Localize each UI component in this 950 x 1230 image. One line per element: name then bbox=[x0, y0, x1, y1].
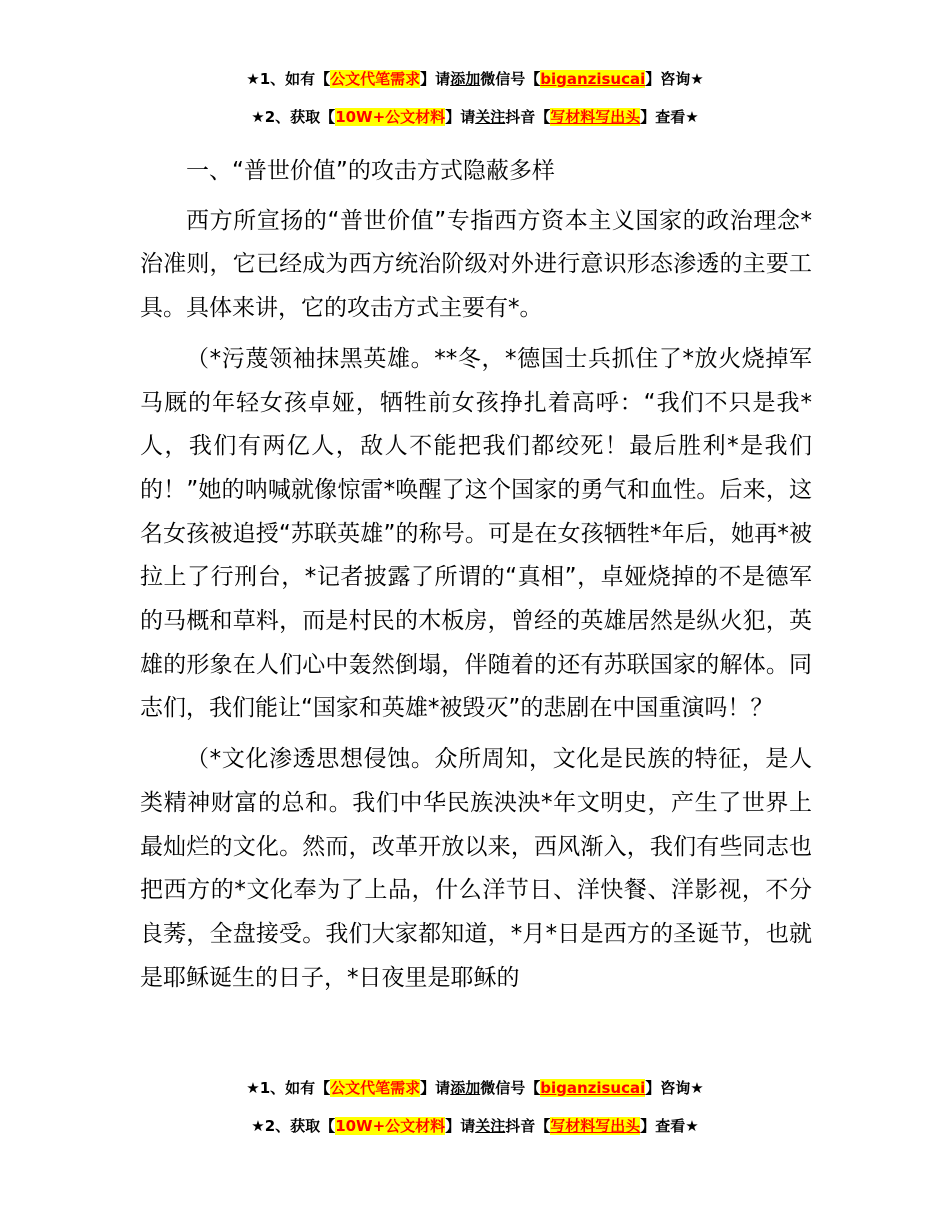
promo-banner-top-line-1 bbox=[0, 68, 950, 90]
banner-text: 抖音【 bbox=[505, 108, 551, 126]
banner-suffix: 】咨询★ bbox=[645, 1079, 704, 1097]
promo-banner-bottom-line-2 bbox=[0, 1115, 950, 1137]
banner-underlined-text: 关注 bbox=[475, 108, 506, 126]
banner-text: 抖音【 bbox=[505, 1117, 551, 1135]
banner-prefix: ★1、如有【 bbox=[246, 70, 331, 88]
banner-underlined-text: 添加 bbox=[450, 1079, 481, 1097]
banner-text: 】请 bbox=[445, 108, 476, 126]
promo-banner-bottom-line-1 bbox=[0, 1077, 950, 1099]
banner-douyin-id: 写材料写出头 bbox=[550, 1117, 641, 1135]
banner-highlight: 公文代笔需求 bbox=[330, 1079, 421, 1097]
document-body bbox=[140, 150, 812, 1007]
promo-banner-top-line-2 bbox=[0, 106, 950, 128]
banner-suffix: 】咨询★ bbox=[645, 70, 704, 88]
section-heading: 一、“普世价值”的攻击方式隐蔽多样 bbox=[186, 158, 555, 184]
banner-underlined-text: 添加 bbox=[450, 70, 481, 88]
body-paragraph: 西方所宣扬的“普世价值”专指西方资本主义国家的政治理念*治准则，它已经成为西方统治阶级对外进行意识形态渗透的主要工具。具体来讲，它的攻击方式主要有*。 bbox=[140, 207, 812, 322]
banner-suffix: 】查看★ bbox=[640, 1117, 699, 1135]
body-paragraph: （*文化渗透思想侵蚀。众所周知，文化是民族的特征，是人类精神财富的总和。我们中华民族泱泱*年文明史，产生了世界上最灿烂的文化。然而，改革开放以来，西风渐入，我们有些同志也把西方的*文化奉为了上品，什么洋节日、洋快餐、洋影视，不分良莠，全盘接受。我们大家都知道，*月*日是西方的圣诞节，也就是耶稣诞生的日子，*日夜里是耶稣的 bbox=[140, 746, 812, 991]
banner-prefix: ★2、获取【 bbox=[251, 108, 336, 126]
banner-text: 】请 bbox=[420, 1079, 451, 1097]
banner-text: 微信号【 bbox=[480, 70, 541, 88]
banner-underlined-text: 关注 bbox=[475, 1117, 506, 1135]
banner-text: 微信号【 bbox=[480, 1079, 541, 1097]
banner-highlight: 公文代笔需求 bbox=[330, 70, 421, 88]
banner-wechat-id: biganzisucai bbox=[540, 70, 646, 88]
banner-highlight: 10W+公文材料 bbox=[335, 1117, 446, 1135]
banner-highlight: 10W+公文材料 bbox=[335, 108, 446, 126]
banner-text: 】请 bbox=[445, 1117, 476, 1135]
banner-prefix: ★2、获取【 bbox=[251, 1117, 336, 1135]
banner-suffix: 】查看★ bbox=[640, 108, 699, 126]
banner-prefix: ★1、如有【 bbox=[246, 1079, 331, 1097]
banner-wechat-id: biganzisucai bbox=[540, 1079, 646, 1097]
banner-douyin-id: 写材料写出头 bbox=[550, 108, 641, 126]
body-paragraph: （*污蔑领袖抹黑英雄。**冬，*德国士兵抓住了*放火烧掉军马厩的年轻女孩卓娅，牺牲前女孩挣扎着高呼：“我们不只是我*人，我们有两亿人，敌人不能把我们都绞死！最后胜利*是我们的！”她的呐喊就像惊雷*唤醒了这个国家的勇气和血性。后来，这名女孩被追授“苏联英雄”的称号。可是在女孩牺牲*年后，她再*被拉上了行刑台，*记者披露了所谓的“真相”，卓娅烧掉的不是德军的马概和草料，而是村民的木板房，曾经的英雄居然是纵火犯，英雄的形象在人们心中轰然倒塌，伴随着的还有苏联国家的解体。同志们，我们能让“国家和英雄*被毁灭”的悲剧在中国重演吗！？ bbox=[140, 345, 812, 722]
banner-text: 】请 bbox=[420, 70, 451, 88]
